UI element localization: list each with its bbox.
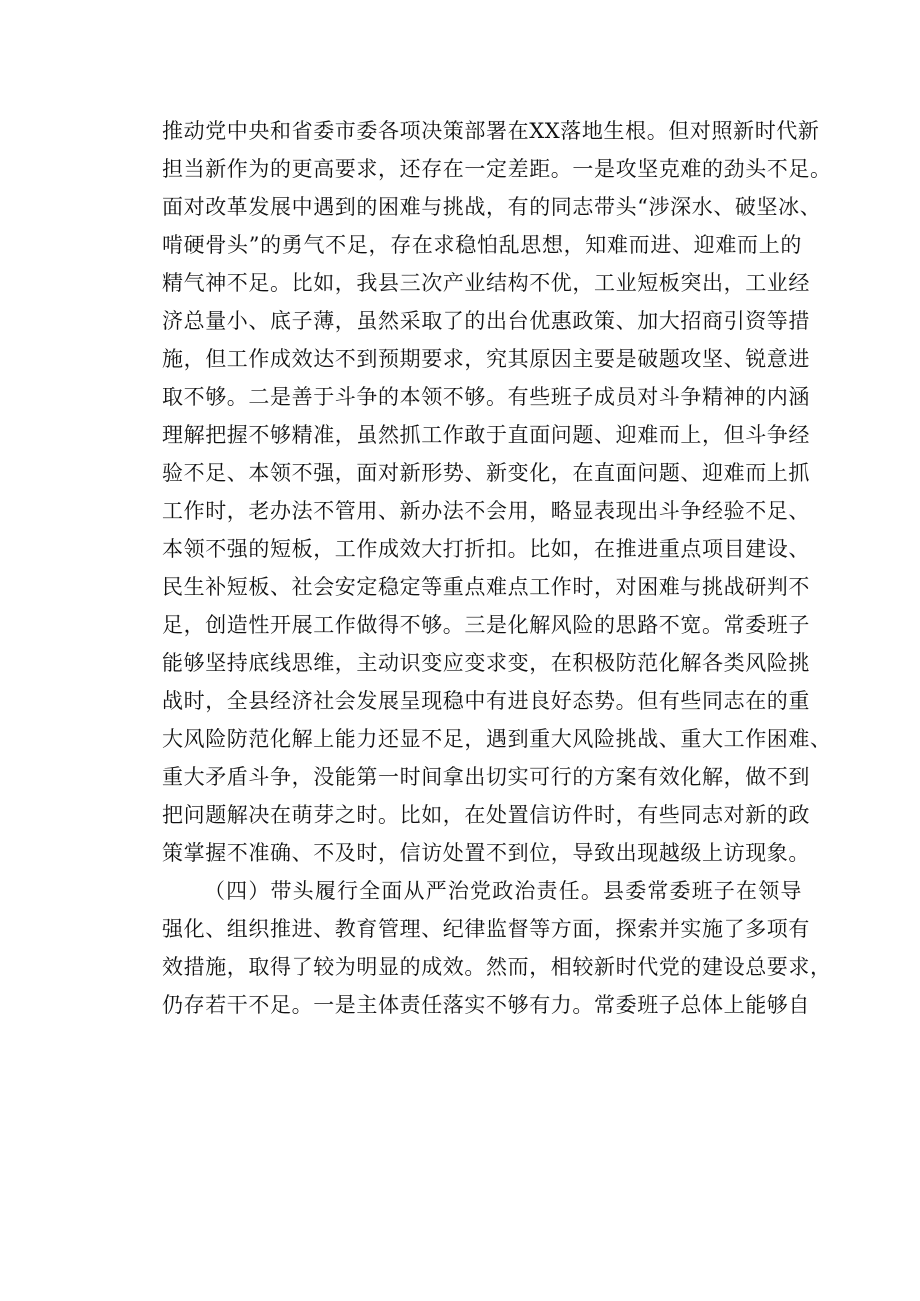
text-line: 验不足、本领不强，面对新形势、新变化，在直面问题、迎难而上抓	[162, 461, 810, 485]
text-line: 把问题解决在萌芽之时。比如，在处置信访件时，有些同志对新的政	[162, 803, 810, 827]
text-line: 啃硬骨头”的勇气不足，存在求稳怕乱思想，知难而进、迎难而上的	[162, 233, 802, 257]
text-line: 济总量小、底子薄，虽然采取了的出台优惠政策、加大招商引资等措	[162, 309, 810, 333]
text-line: 足，创造性开展工作做得不够。三是化解风险的思路不宽。常委班子	[162, 613, 810, 637]
text-line: 精气神不足。比如，我县三次产业结构不优，工业短板突出，工业经	[162, 271, 810, 295]
text-line: 强化、组织推进、教育管理、纪律监督等方面，探索并实施了多项有	[162, 917, 810, 941]
text-line: 取不够。二是善于斗争的本领不够。有些班子成员对斗争精神的内涵	[162, 385, 810, 409]
text-line: 面对改革发展中遇到的困难与挑战，有的同志带头“涉深水、破坚冰、	[162, 195, 822, 219]
text-line: 大风险防范化解上能力还显不足，遇到重大风险挑战、重大工作困难、	[162, 727, 832, 751]
text-line: 重大矛盾斗争，没能第一时间拿出切实可行的方案有效化解，做不到	[162, 765, 810, 789]
text-line: 民生补短板、社会安定稳定等重点难点工作时，对困难与挑战研判不	[162, 575, 810, 599]
text-line: 能够坚持底线思维，主动识变应变求变，在积极防范化解各类风险挑	[162, 651, 810, 675]
text-line: 工作时，老办法不管用、新办法不会用，略显表现出斗争经验不足、	[162, 499, 810, 523]
section-heading-line: （四）带头履行全面从严治党政治责任。县委常委班子在领导	[204, 879, 802, 903]
text-line: 施，但工作成效达不到预期要求，究其原因主要是破题攻坚、锐意进	[162, 347, 810, 371]
text-line: 理解把握不够精准，虽然抓工作敢于直面问题、迎难而上，但斗争经	[162, 423, 810, 447]
text-line: 本领不强的短板，工作成效大打折扣。比如，在推进重点项目建设、	[162, 537, 810, 561]
document-body	[162, 112, 832, 1024]
text-line: 效措施，取得了较为明显的成效。然而，相较新时代党的建设总要求，	[162, 955, 832, 979]
text-line: 担当新作为的更高要求，还存在一定差距。一是攻坚克难的劲头不足。	[162, 157, 832, 181]
text-line: 仍存若干不足。一是主体责任落实不够有力。常委班子总体上能够自	[162, 993, 810, 1017]
paragraph-end-line: 策掌握不准确、不及时，信访处置不到位，导致出现越级上访现象。	[162, 841, 810, 865]
text-line: 推动党中央和省委市委各项决策部署在XX落地生根。但对照新时代新	[162, 119, 820, 143]
text-line: 战时，全县经济社会发展呈现稳中有进良好态势。但有些同志在的重	[162, 689, 810, 713]
